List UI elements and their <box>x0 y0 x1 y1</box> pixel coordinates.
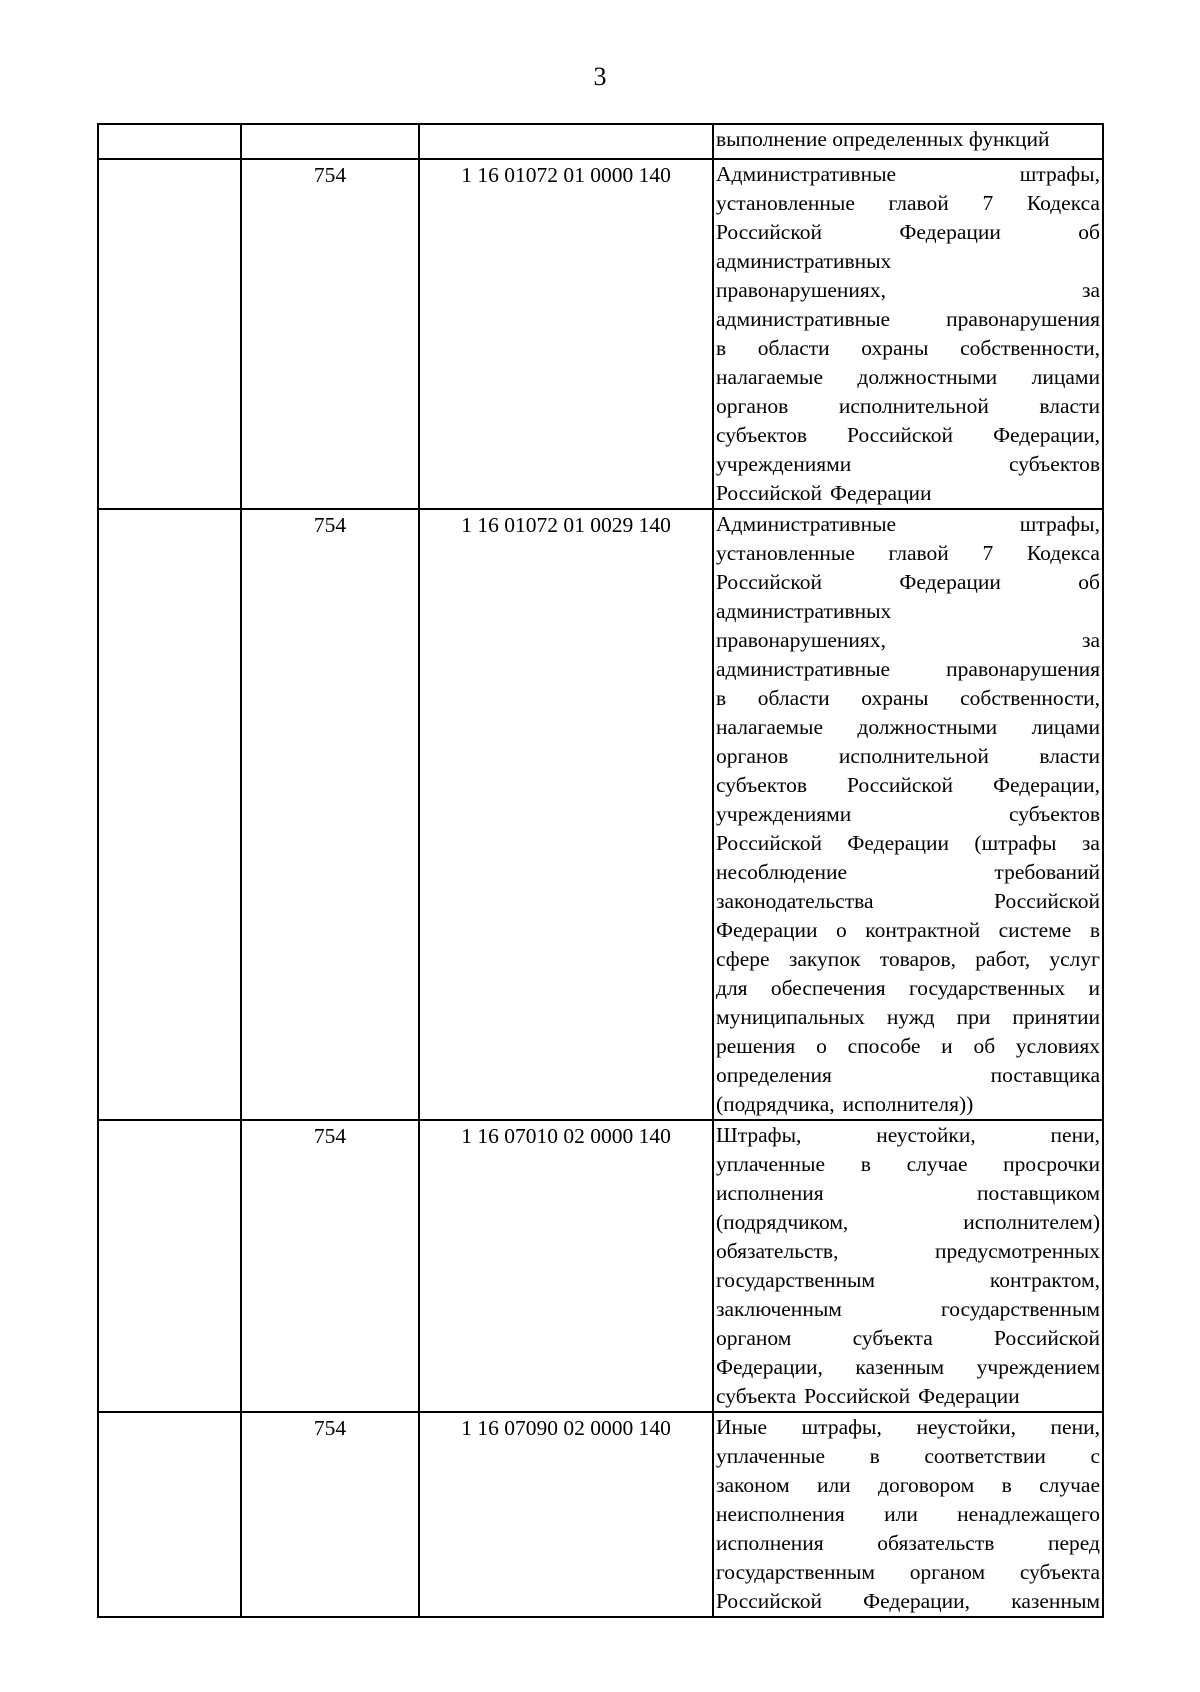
word: о <box>836 918 847 942</box>
word: субъектов <box>716 773 807 797</box>
description-line <box>716 1382 1100 1411</box>
word: Федерации, <box>863 1589 971 1613</box>
word: неустойки, <box>916 1415 1016 1439</box>
word: штрафы, <box>801 1415 882 1439</box>
word: установленные <box>716 541 855 565</box>
description-line <box>716 1179 1100 1208</box>
description-line <box>716 450 1100 479</box>
kbk-code-cell: 1 16 07010 02 0000 140 <box>419 1120 713 1412</box>
word: Федерации <box>716 918 818 942</box>
word: неисполнения <box>716 1502 845 1526</box>
description-line <box>716 1558 1100 1587</box>
word: в <box>1001 1473 1012 1497</box>
word: охраны <box>861 686 929 710</box>
admin-code-cell: 754 <box>241 159 419 509</box>
word: лицами <box>1031 365 1100 389</box>
word: за <box>1081 278 1100 302</box>
word: исполнения <box>716 1531 824 1555</box>
word: штрафы, <box>1019 512 1100 536</box>
word: договором <box>878 1473 975 1497</box>
empty-cell <box>98 1412 241 1617</box>
description-line <box>716 916 1100 945</box>
word: нужд <box>886 1005 935 1029</box>
description-line <box>716 1442 1100 1471</box>
kbk-code-cell: 1 16 01072 01 0029 140 <box>419 509 713 1120</box>
word: учреждением <box>976 1355 1100 1379</box>
description-line <box>716 247 1100 276</box>
word: в <box>1089 918 1100 942</box>
word: в <box>860 1152 871 1176</box>
empty-cell <box>98 124 241 159</box>
word: Федерации <box>899 220 1001 244</box>
description-line <box>716 421 1100 450</box>
description-line <box>716 887 1100 916</box>
word: административных <box>716 599 892 623</box>
description-line <box>716 800 1100 829</box>
word: за <box>1081 831 1100 855</box>
description-line <box>716 771 1100 800</box>
word: 7 <box>982 191 994 215</box>
word: лицами <box>1031 715 1100 739</box>
word: органов <box>716 744 789 768</box>
word: контрактом, <box>989 1268 1100 1292</box>
word: налагаемые <box>716 365 824 389</box>
description-line <box>716 1237 1100 1266</box>
description-line <box>716 392 1100 421</box>
word: предусмотренных <box>935 1239 1100 1263</box>
word: Федерации, <box>993 773 1100 797</box>
word: административных <box>716 249 892 273</box>
word: Российской <box>716 481 822 505</box>
description-line <box>716 276 1100 305</box>
kbk-code-cell: 1 16 07090 02 0000 140 <box>419 1412 713 1617</box>
word: субъекта <box>852 1326 933 1350</box>
word: Российской <box>716 570 822 594</box>
description-line <box>716 568 1100 597</box>
word: поставщиком <box>976 1181 1100 1205</box>
description-line <box>716 1121 1100 1150</box>
description-line <box>716 1208 1100 1237</box>
word: обязательств <box>877 1531 995 1555</box>
description-line <box>716 1587 1100 1616</box>
empty-cell <box>98 1120 241 1412</box>
word: обеспечения <box>770 976 886 1000</box>
word: Федерации, <box>993 423 1100 447</box>
word: Кодекса <box>1026 541 1100 565</box>
empty-cell <box>98 509 241 1120</box>
word: государственным <box>716 1560 876 1584</box>
word: (штрафы <box>974 831 1057 855</box>
word: главой <box>888 541 949 565</box>
word: или <box>884 1502 918 1526</box>
word: собственности, <box>960 686 1100 710</box>
description-line <box>716 510 1100 539</box>
description-line <box>716 1061 1100 1090</box>
word: исполнительной <box>838 394 989 418</box>
empty-cell <box>98 159 241 509</box>
word: заключенным <box>716 1297 842 1321</box>
word: казенным <box>855 1355 945 1379</box>
word: Российской <box>804 1384 911 1408</box>
word: должностными <box>857 715 998 739</box>
word: административные <box>716 307 891 331</box>
description-line <box>716 305 1100 334</box>
word: уплаченные <box>716 1152 826 1176</box>
description-line <box>716 1295 1100 1324</box>
word: работ, <box>975 947 1031 971</box>
word: перед <box>1047 1531 1100 1555</box>
word: услуг <box>1049 947 1100 971</box>
word: просрочки <box>1003 1152 1100 1176</box>
word: правонарушениях, <box>716 628 886 652</box>
word: охраны <box>861 336 929 360</box>
table-row <box>98 159 1103 509</box>
word: об <box>1078 220 1100 244</box>
word: неустойки, <box>876 1123 976 1147</box>
word: пени, <box>1050 1123 1100 1147</box>
description-line <box>716 334 1100 363</box>
word: главой <box>888 191 949 215</box>
word: казенным <box>1011 1589 1100 1613</box>
word: государственным <box>716 1268 876 1292</box>
word: собственности, <box>960 336 1100 360</box>
word: государственным <box>940 1297 1100 1321</box>
description-line <box>716 218 1100 247</box>
word: штрафы, <box>1019 162 1100 186</box>
description-line <box>716 1090 1100 1119</box>
word: Российской <box>716 1589 822 1613</box>
word: требований <box>994 860 1100 884</box>
word: соответствии <box>924 1444 1046 1468</box>
word: Российской <box>994 1326 1100 1350</box>
word: органом <box>909 1560 986 1584</box>
word: ненадлежащего <box>957 1502 1100 1526</box>
page-number: 3 <box>593 62 607 91</box>
word: Федерации <box>829 481 932 505</box>
admin-code-cell: 754 <box>241 1412 419 1617</box>
word: с <box>1090 1444 1100 1468</box>
word: в <box>869 1444 880 1468</box>
word: Федерации, <box>716 1355 823 1379</box>
description-line <box>716 1266 1100 1295</box>
description-line <box>716 1032 1100 1061</box>
word: законом <box>716 1473 790 1497</box>
word: Российской <box>847 423 953 447</box>
word: исполнения <box>716 1181 824 1205</box>
description-line <box>716 1324 1100 1353</box>
description-line <box>716 974 1100 1003</box>
word: Федерации <box>899 570 1001 594</box>
word: или <box>816 1473 851 1497</box>
word: закупок <box>788 947 861 971</box>
description-line <box>716 1500 1100 1529</box>
word: правонарушения <box>946 307 1100 331</box>
word: о <box>816 1034 827 1058</box>
empty-cell <box>241 124 419 159</box>
word: Кодекса <box>1026 191 1100 215</box>
word: субъекта <box>716 1384 797 1408</box>
word: и <box>941 1034 953 1058</box>
description-cell <box>713 1120 1103 1412</box>
word: решения <box>716 1034 796 1058</box>
revenue-codes-table <box>97 123 1104 1618</box>
description-line <box>716 1150 1100 1179</box>
table-row <box>98 509 1103 1120</box>
word: законодательства <box>716 889 874 913</box>
word: правонарушения <box>946 657 1100 681</box>
word: пени, <box>1050 1415 1100 1439</box>
admin-code-cell: 754 <box>241 509 419 1120</box>
word: муниципальных <box>716 1005 865 1029</box>
word: Административные <box>716 162 897 186</box>
word: области <box>757 336 830 360</box>
description-line <box>716 858 1100 887</box>
description-line <box>716 684 1100 713</box>
word: и <box>1088 976 1100 1000</box>
description-line <box>716 626 1100 655</box>
description-line <box>716 189 1100 218</box>
word: определения <box>716 1063 832 1087</box>
word: Административные <box>716 512 897 536</box>
word: установленные <box>716 191 855 215</box>
word: субъекта <box>1019 1560 1100 1584</box>
word: обязательств, <box>716 1239 839 1263</box>
word: административные <box>716 657 891 681</box>
word: случае <box>1039 1473 1100 1497</box>
word: субъектов <box>1009 452 1100 476</box>
word: органом <box>716 1326 792 1350</box>
description-line <box>716 713 1100 742</box>
description-line <box>716 160 1100 189</box>
word: власти <box>1039 394 1100 418</box>
word: случае <box>906 1152 968 1176</box>
kbk-code-cell: 1 16 01072 01 0000 140 <box>419 159 713 509</box>
description-line <box>716 1353 1100 1382</box>
word: Российской <box>716 220 822 244</box>
description-line <box>716 829 1100 858</box>
word: учреждениями <box>716 452 852 476</box>
word: способе <box>847 1034 921 1058</box>
word: системе <box>998 918 1072 942</box>
word: поставщика <box>990 1063 1100 1087</box>
word: налагаемые <box>716 715 824 739</box>
word: исполнителем) <box>963 1210 1100 1234</box>
description-cell <box>713 1412 1103 1617</box>
word: субъектов <box>1009 802 1100 826</box>
word: Штрафы, <box>716 1123 802 1147</box>
word: субъектов <box>716 423 807 447</box>
description-line <box>716 539 1100 568</box>
word: для <box>716 976 748 1000</box>
word: должностными <box>857 365 998 389</box>
description-cell <box>713 159 1103 509</box>
word: Иные <box>716 1415 768 1439</box>
word: исполнителя)) <box>842 1092 974 1116</box>
word: в <box>716 686 727 710</box>
word: товаров, <box>879 947 957 971</box>
word: сфере <box>716 947 770 971</box>
word: Российской <box>716 831 822 855</box>
description-line <box>716 742 1100 771</box>
description-line <box>716 125 1100 154</box>
word: (подрядчиком, <box>716 1210 849 1234</box>
word: Российской <box>994 889 1100 913</box>
word: об <box>973 1034 996 1058</box>
description-line <box>716 1003 1100 1032</box>
word: при <box>956 1005 991 1029</box>
word: принятии <box>1012 1005 1100 1029</box>
admin-code-cell: 754 <box>241 1120 419 1412</box>
description-line <box>716 655 1100 684</box>
word: правонарушениях, <box>716 278 886 302</box>
word: условиях <box>1015 1034 1100 1058</box>
word: несоблюдение <box>716 860 848 884</box>
word: области <box>757 686 830 710</box>
continuation-text-cell <box>713 124 1103 159</box>
description-line <box>716 945 1100 974</box>
word: за <box>1081 628 1100 652</box>
table-body <box>98 124 1103 1617</box>
continuation-row <box>98 124 1103 159</box>
empty-cell <box>419 124 713 159</box>
word: власти <box>1039 744 1100 768</box>
description-line <box>716 1471 1100 1500</box>
word: органов <box>716 394 789 418</box>
table-row <box>98 1120 1103 1412</box>
description-line <box>716 1529 1100 1558</box>
description-line <box>716 363 1100 392</box>
description-line <box>716 479 1100 508</box>
word: Федерации <box>847 831 949 855</box>
table-row <box>98 1412 1103 1617</box>
word: Федерации <box>918 1384 1020 1408</box>
word: контрактной <box>865 918 981 942</box>
word: уплаченные <box>716 1444 826 1468</box>
word: учреждениями <box>716 802 852 826</box>
description-cell <box>713 509 1103 1120</box>
word: (подрядчика, <box>716 1092 835 1116</box>
description-line <box>716 597 1100 626</box>
word: государственных <box>908 976 1066 1000</box>
description-text: выполнение определенных функций <box>716 127 1050 151</box>
word: об <box>1078 570 1100 594</box>
word: в <box>716 336 727 360</box>
word: 7 <box>982 541 994 565</box>
word: исполнительной <box>838 744 989 768</box>
word: Российской <box>847 773 953 797</box>
description-line <box>716 1413 1100 1442</box>
